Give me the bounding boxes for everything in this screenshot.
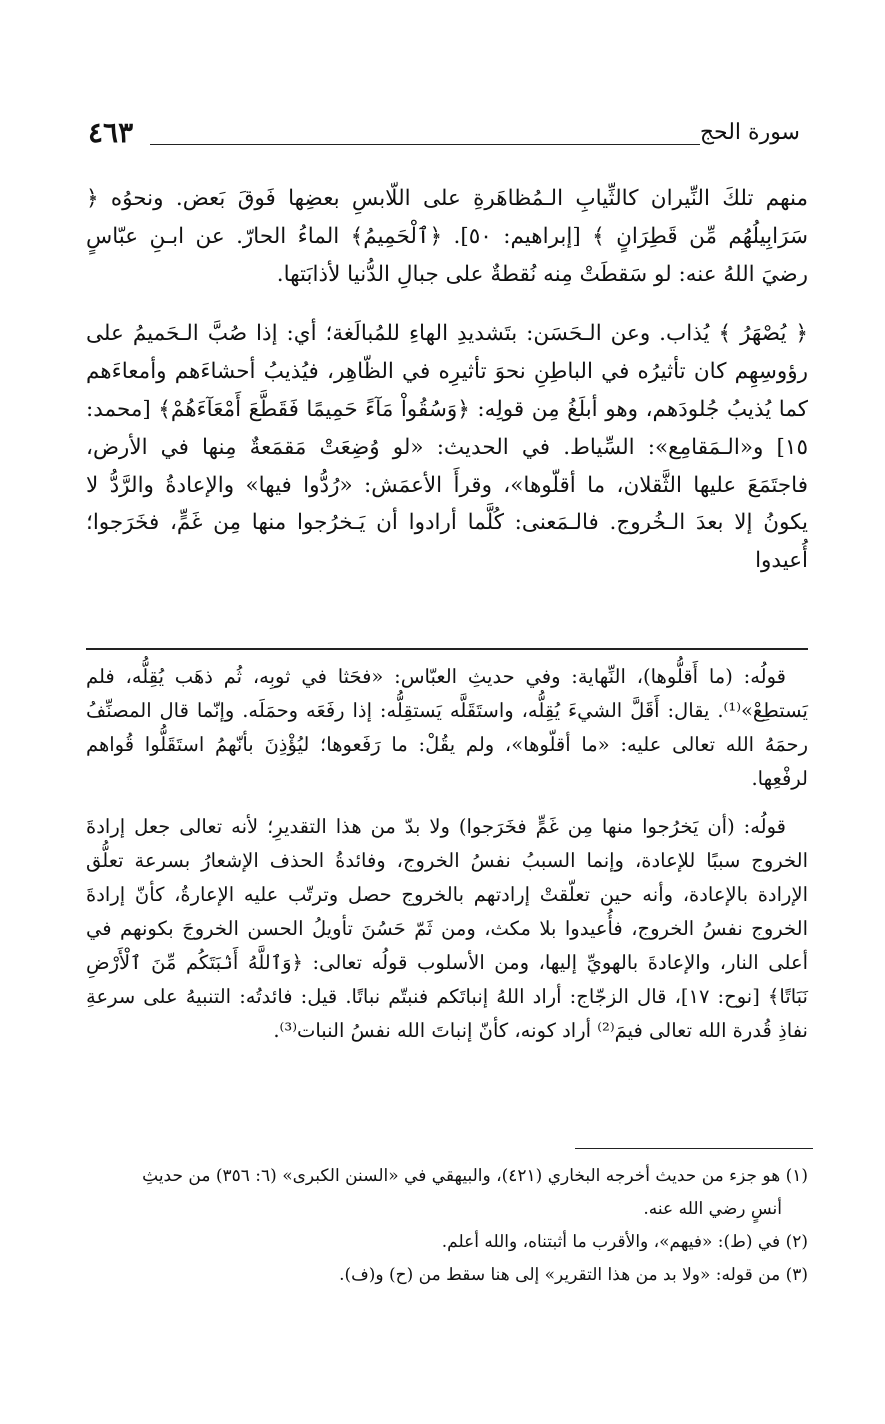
commentary-paragraph-2: قولُه: (أن يَخرُجوا منها مِن غَمٍّ فخَرَجوا) ولا بدّ من هذا التقديرِ؛ لأنه تعالى جعل إرادةَ الخروج سببًا للإعادة، وإنما السببُ نفسُ الخروج، وفائدةُ الحذف الإشعارُ بسرعة تعلُّق الإرادة بالإعادة، وأنه حين تعلّقتْ إرادتهم بالخروج حصل وترتّب عليه الإعارةُ، كأنّ إرادةَ الخروج نفسُ الخروج، فأُعيدوا بلا مكث، ومن ثَمّ حَسُنَ تأويلُ الحسن الخروجَ بكونهم في أعلى النار، والإعادةَ بالهويِّ إليها، ومن الأسلوب قولُه تعالى: ﴿وَٱللَّهُ أَنۢبَتَكُم مِّنَ ٱلْأَرْضِ نَبَاتًا﴾ [نوح: ١٧]، قال الزجّاج: أراد اللهُ إنباتَكم فنبتّم نباتًا. قيل: فائدتُه: التنبيهُ على سرعةِ نفاذِ قُدرة الله تعالى فيمَ⁽²⁾ أراد كونه، كأنّ إنباتَ الله نفسُ النبات⁽³⁾.	[86, 815, 808, 1042]
page-header	[88, 118, 800, 158]
footnote-1: (١) هو جزء من حديث أخرجه البخاري (٤٢١)، والبيهقي في «السنن الكبرى» (٦: ٣٥٦) من حديثِ	[142, 1166, 808, 1186]
surah-title: سورة الحج	[699, 120, 800, 145]
main-paragraph-2: ﴿ يُصْهَرُ ﴾ يُذاب. وعن الـحَسَن: بتَشديدِ الهاءِ للمُبالَغة؛ أي: إذا صُبَّ الـحَميمُ على رؤوسِهِم كان تأثيرُه في الباطِنِ نحوَ تأثيرِه في الظّاهِر، فيُذيبُ أحشاءَهم وأمعاءَهم كما يُذيبُ جُلودَهم، وهو أبلَغُ مِن قولِه: ﴿وَسُقُواْ مَآءً حَمِيمًا فَقَطَّعَ أَمْعَآءَهُمْ﴾ [محمد: ١٥] و«الـمَقامِع»: السِّياط. في الحديث: «لو وُضِعَتْ مَقمَعةٌ مِنها في الأرض، فاجتَمَعَ عليها الثَّقلان، ما أقلّوها»، وقرأَ الأعمَش: «رُدُّوا فيها» والإعادةُ والرَّدُّ لا يكونُ إلا بعدَ الـخُروج. فالـمَعنى: كُلَّما أرادوا أن يَـخرُجوا منها مِن غَمٍّ، فخَرَجوا؛ أُعيدوا	[86, 321, 808, 574]
footnotes	[86, 1160, 808, 1292]
footnote-separator	[575, 1148, 813, 1149]
main-text	[86, 180, 808, 602]
footnote-2: (٢) في (ط): «فيهم»، والأقرب ما أثبتناه، والله أعلم.	[441, 1232, 808, 1252]
page-number: ٤٦٣	[88, 116, 134, 149]
main-paragraph-1: منهم تلكَ النِّيران كالثِّيابِ الـمُظاهَرةِ على اللّابسِ بعضِها فَوقَ بَعض. ونحوُه ﴿ سَرَابِيلُهُم مِّن قَطِرَانٍ ﴾ [إبراهيم: ٥٠]. ﴿ٱلْحَمِيمُ﴾ الماءُ الحارّ. عن ابـنِ عبّاسٍ رضيَ اللهُ عنه: لو سَقطَتْ مِنه نُقطةٌ على جبالِ الدُّنيا لأذابَتها.	[86, 186, 809, 287]
footnote-3: (٣) من قوله: «ولا بد من هذا التقرير» إلى هنا سقط من (ح) و(ف).	[339, 1265, 808, 1285]
header-rule	[150, 144, 700, 145]
commentary-separator	[86, 648, 808, 650]
footnote-1-continued: أنسٍ رضي الله عنه.	[643, 1199, 782, 1219]
commentary-text	[86, 660, 808, 1062]
commentary-paragraph-1: قولُه: (ما أَقلُّوها)، النِّهاية: وفي حديثِ العبّاس: «فحَثا في ثوبِه، ثُم ذهَب يُقِلُّه، فلم يَستطِعْ»⁽¹⁾. يقال: أَقَلَّ الشيءَ يُقِلُّه، واستَقَلَّه يَستقِلُّه: إذا رفَعَه وحمَلَه. وإنّما قال المصنِّفُ رحمَهُ الله تعالى عليه: «ما أقلّوها»، ولم يقُلْ: ما رَفَعوها؛ ليُؤْذِنَ بأنّهمُ استَقَلُّوا قُواهم لرفْعِها.	[86, 665, 808, 790]
